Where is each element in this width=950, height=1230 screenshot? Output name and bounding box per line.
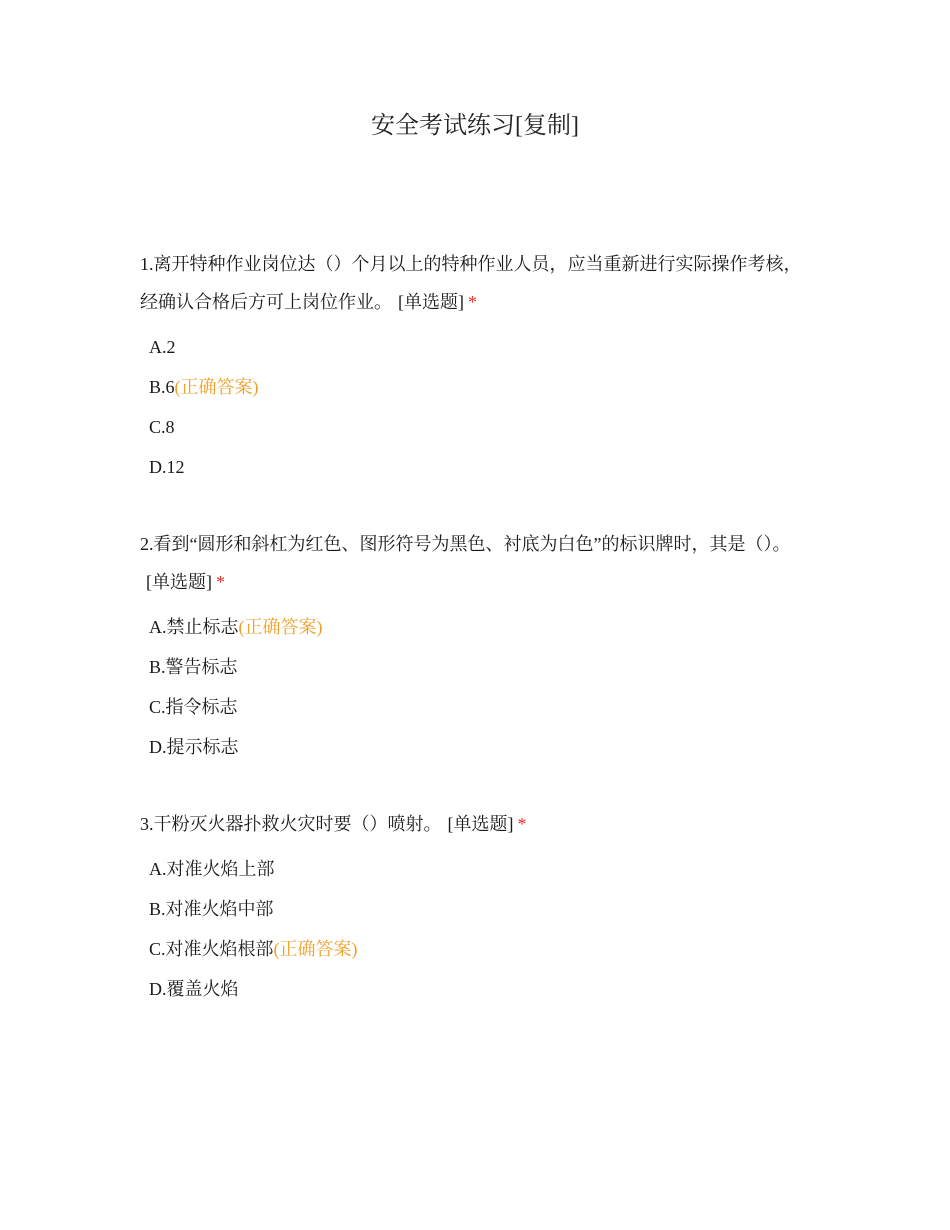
option-label: D.覆盖火焰 <box>149 979 239 999</box>
option-a <box>149 849 810 889</box>
option-d <box>149 447 810 487</box>
question-3 <box>140 805 810 1009</box>
option-d <box>149 969 810 1009</box>
required-mark: * <box>517 814 527 834</box>
option-label: C.对准火焰根部 <box>149 939 274 959</box>
question-text <box>140 525 810 601</box>
option-list <box>140 327 810 487</box>
question-2 <box>140 525 810 767</box>
question-text <box>140 245 810 321</box>
question-type-label: [单选题] <box>146 572 212 592</box>
option-label: B.6 <box>149 377 175 397</box>
question-stem: 1.离开特种作业岗位达（）个月以上的特种作业人员，应当重新进行实际操作考核，经确认合格后方可上岗位作业。 <box>140 254 802 312</box>
option-label: C.指令标志 <box>149 697 238 717</box>
option-label: A.2 <box>149 337 176 357</box>
option-c <box>149 407 810 447</box>
option-b <box>149 647 810 687</box>
page-title: 安全考试练习[复制] <box>371 113 579 139</box>
option-label: B.警告标志 <box>149 657 238 677</box>
correct-answer-note: (正确答案) <box>273 939 358 959</box>
option-label: D.提示标志 <box>149 737 239 757</box>
question-type-label: [单选题] <box>398 292 464 312</box>
option-b <box>149 889 810 929</box>
option-label: C.8 <box>149 417 175 437</box>
correct-answer-note: (正确答案) <box>238 617 323 637</box>
option-label: A.禁止标志 <box>149 617 239 637</box>
option-a <box>149 327 810 367</box>
question-stem: 3.干粉灭火器扑救火灾时要（）喷射。 <box>140 814 442 834</box>
question-stem: 2.看到“圆形和斜杠为红色、图形符号为黑色、衬底为白色”的标识牌时，其是（）。 <box>140 534 791 554</box>
option-label: A.对准火焰上部 <box>149 859 275 879</box>
question-1 <box>140 245 810 487</box>
option-c <box>149 929 810 969</box>
option-label: B.对准火焰中部 <box>149 899 274 919</box>
required-mark: * <box>216 572 225 592</box>
option-d <box>149 727 810 767</box>
option-a <box>149 607 810 647</box>
correct-answer-note: (正确答案) <box>174 377 259 397</box>
required-mark: * <box>468 292 477 312</box>
option-label: D.12 <box>149 457 185 477</box>
option-c <box>149 687 810 727</box>
option-list <box>140 607 810 767</box>
option-b <box>149 367 810 407</box>
question-text <box>140 805 810 843</box>
option-list <box>140 849 810 1009</box>
question-type-label: [单选题] <box>447 814 514 834</box>
